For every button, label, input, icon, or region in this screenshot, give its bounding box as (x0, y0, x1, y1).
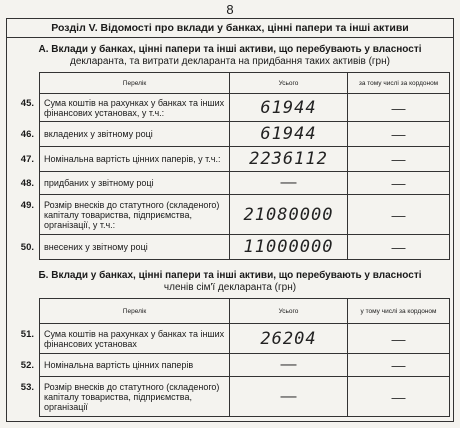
row-label: придбаних у звітному році (44, 178, 154, 188)
part-a-header-row (40, 73, 450, 94)
part-a-col-name: Перелік (40, 73, 230, 94)
row-number: 51. (20, 328, 34, 340)
row-label: Розмір внесків до статутного (складеного) капіталу товариства, підприємства, організації (44, 381, 220, 412)
handwritten-total: 21080000 (243, 204, 334, 225)
page-number: 8 (226, 2, 234, 17)
part-b-heading-line1: Б. Вклади у банках, цінні папери та інші активи, що перебувають у власності (38, 270, 422, 281)
table-row (40, 147, 450, 172)
abroad-value: — (391, 151, 406, 167)
table-row (40, 195, 450, 235)
abroad-value: — (391, 357, 406, 373)
part-a-heading (7, 38, 453, 72)
part-b-col-name: Перелік (40, 299, 230, 324)
row-label: Розмір внесків до статутного (складеного) капіталу товариства, підприємства, організації, у т.ч.: (44, 199, 220, 230)
abroad-value: — (391, 99, 406, 116)
handwritten-total: — (280, 387, 297, 405)
part-a-heading-line2: декларанта, та витрати декларанта на придбання таких активів (грн) (70, 56, 390, 67)
part-a-heading-line1: А. Вклади у банках, цінні папери та інші активи, що перебувають у власності (38, 44, 422, 55)
abroad-value: — (391, 388, 406, 405)
row-number: 50. (20, 242, 34, 253)
table-row (40, 235, 450, 260)
abroad-value: — (391, 239, 406, 255)
row-number: 47. (20, 154, 34, 165)
row-number: 46. (20, 129, 34, 140)
handwritten-total: 11000000 (243, 237, 334, 257)
row-number: 53. (20, 381, 34, 393)
abroad-value: — (391, 175, 406, 191)
table-row (40, 354, 450, 377)
abroad-value: — (391, 126, 406, 142)
row-label: Номінальна вартість цінних паперів, у т.ч.: (44, 154, 221, 164)
handwritten-total: — (280, 174, 297, 191)
handwritten-total: — (280, 356, 297, 373)
section-frame (6, 18, 454, 422)
abroad-value: — (391, 330, 406, 347)
handwritten-total: 61944 (260, 124, 317, 144)
section-title: Розділ V. Відомості про вклади у банках, цінні папери та інші активи (7, 19, 453, 38)
row-label: Номінальна вартість цінних паперів (44, 360, 194, 370)
handwritten-total: 2236112 (249, 149, 328, 169)
table-row (40, 324, 450, 354)
handwritten-total: 26204 (260, 328, 317, 349)
part-a-col-total: Усього (230, 73, 348, 94)
handwritten-total: 61944 (260, 97, 317, 118)
part-b-col-abroad: у тому числі за кордоном (348, 299, 450, 324)
row-label: Сума коштів на рахунках у банках та інших фінансових установах, у т.ч.: (44, 97, 225, 118)
part-b-heading (7, 260, 453, 298)
row-number: 52. (20, 360, 34, 371)
part-a-col-abroad: за тому числі за кордоном (348, 73, 450, 94)
table-row (40, 172, 450, 195)
part-a-table (20, 72, 450, 260)
table-row (40, 122, 450, 147)
part-b-heading-line2: членів сім'ї декларанта (грн) (163, 282, 297, 293)
abroad-value: — (391, 206, 406, 223)
row-label: вкладених у звітному році (44, 129, 153, 139)
table-row (40, 377, 450, 417)
row-label: внесених у звітному році (44, 242, 148, 252)
part-b-col-total: Усього (230, 299, 348, 324)
part-b-table (20, 298, 450, 417)
row-number: 45. (20, 97, 34, 109)
row-number: 48. (20, 178, 34, 189)
table-row (40, 94, 450, 122)
row-label: Сума коштів на рахунках у банках та інших фінансових установах (44, 328, 225, 349)
row-number: 49. (20, 199, 34, 211)
part-b-header-row (40, 299, 450, 324)
